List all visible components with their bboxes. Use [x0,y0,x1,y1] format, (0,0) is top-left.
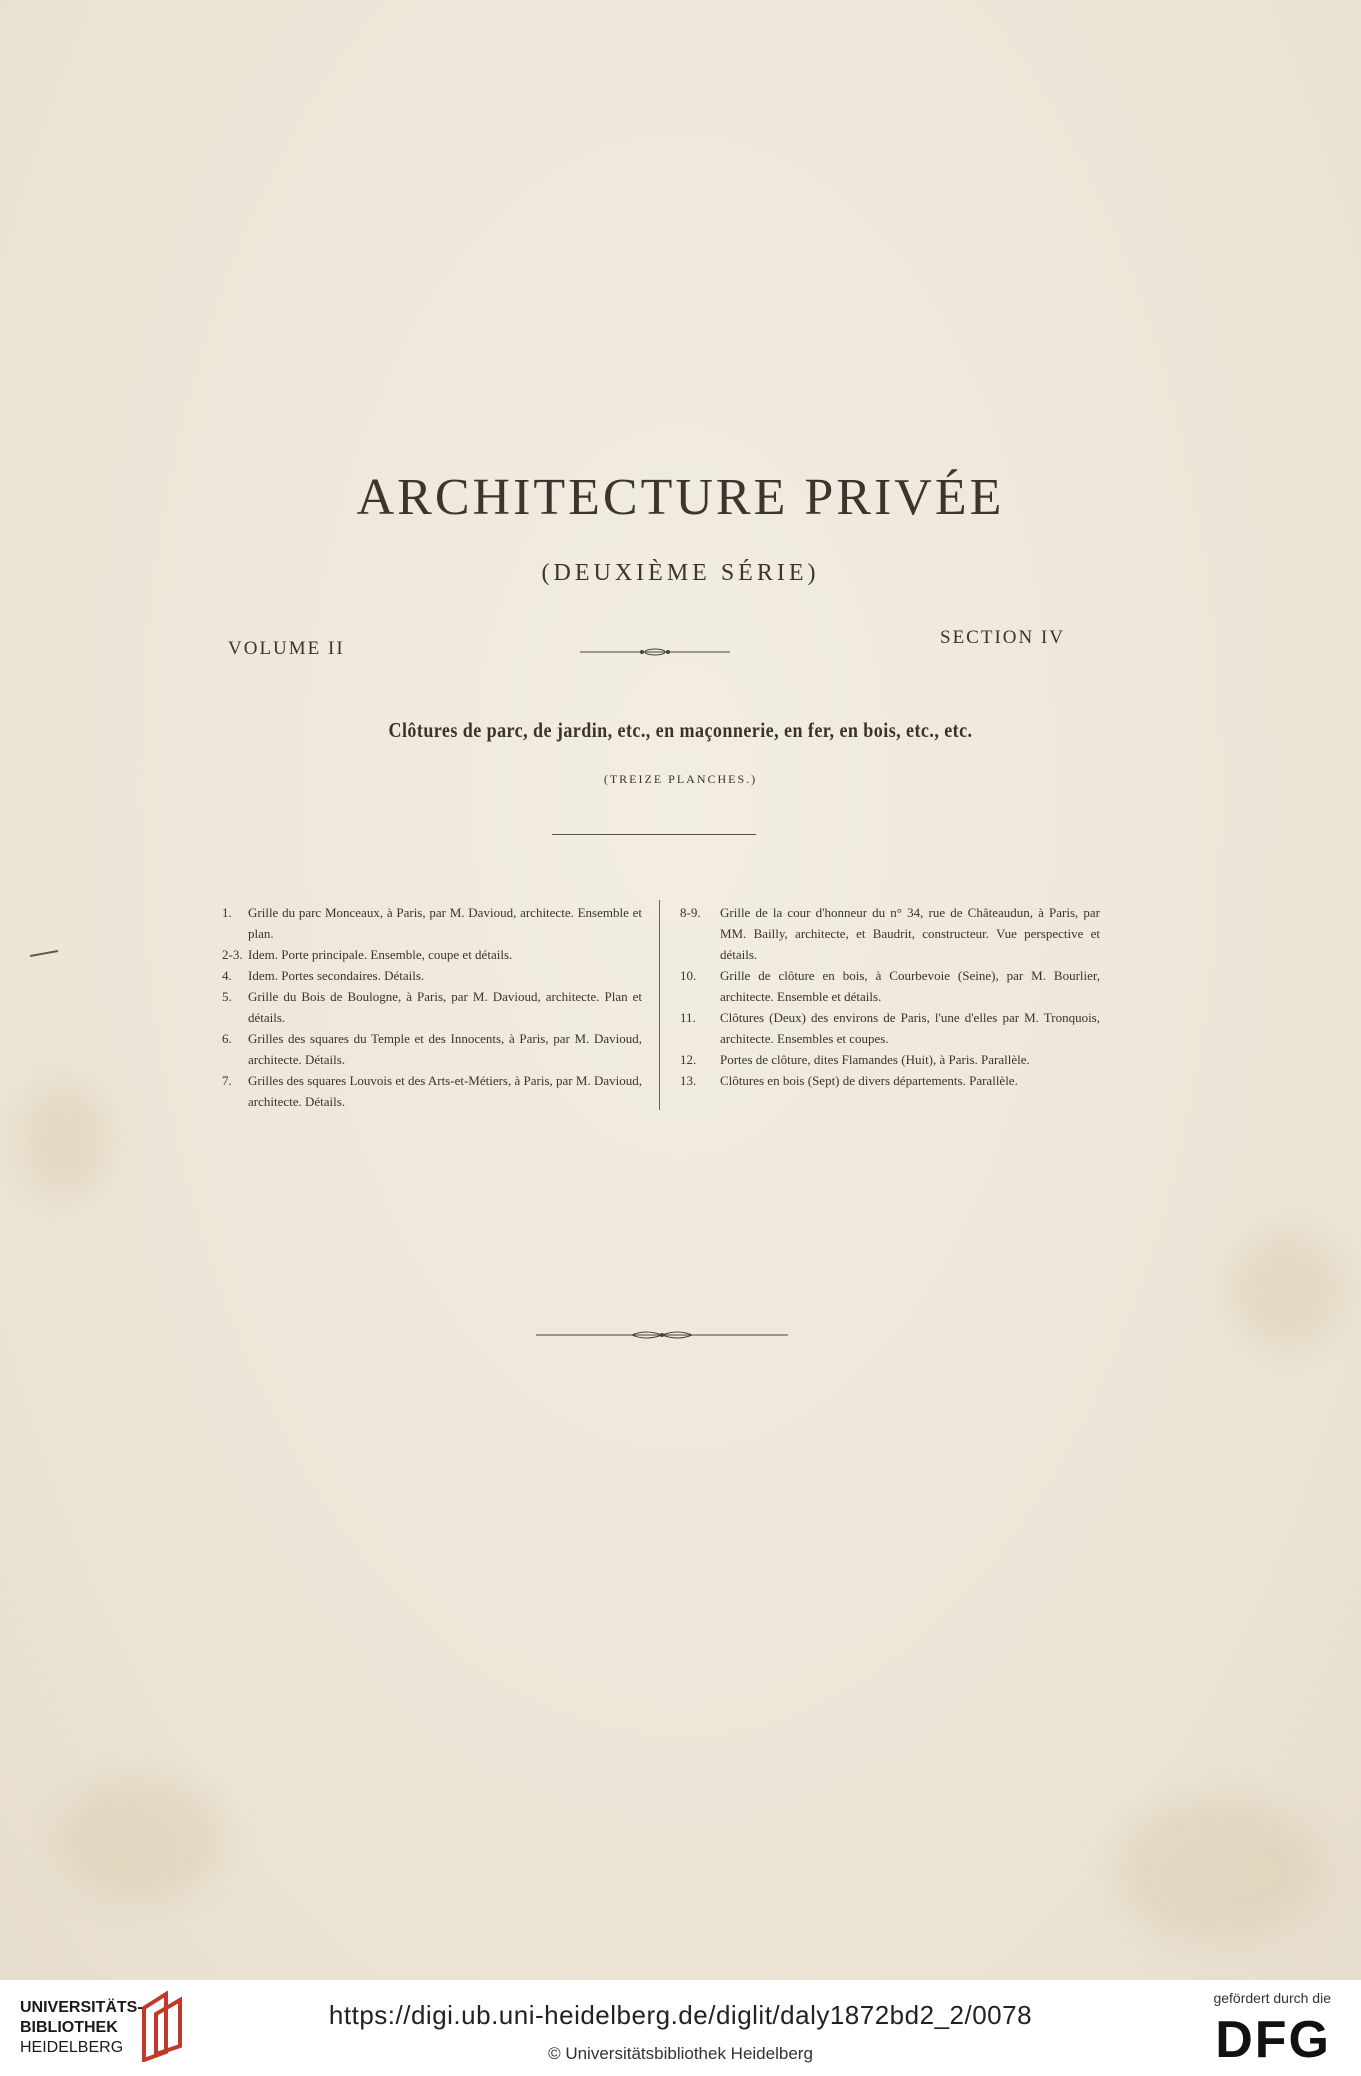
entry-number: 5. [222,989,232,1004]
contents-right-column [680,902,1100,1091]
entry-number: 13. [680,1073,697,1088]
contents-entry [222,1028,642,1070]
entry-text: Grilles des squares Louvois et des Arts-et-Métiers, à Paris, par M. Davioud, architecte. Détails. [248,1073,642,1109]
contents-entry [222,965,642,986]
entry-number: 11. [680,1010,696,1025]
plates-count: (TREIZE PLANCHES.) [603,772,758,786]
contents-entry [680,1070,1100,1091]
ornament-divider [580,645,730,659]
funding-label: gefördert durch die [1213,1990,1331,2006]
paper-stain [20,1080,110,1200]
page-subtitle: (DEUXIÈME SÉRIE) [541,560,820,586]
section-heading: Clôtures de parc, de jardin, etc., en maçonnerie, en fer, en bois, etc., etc. [388,718,973,742]
entry-text: Clôtures (Deux) des environs de Paris, l'une d'elles par M. Tronquois, architecte. Ensembles et coupes. [720,1010,1100,1046]
entry-text: Clôtures en bois (Sept) de divers départements. Parallèle. [720,1073,1018,1088]
paper-stain [60,1780,220,1900]
entry-number: 10. [680,968,697,983]
entry-text: Grille de clôture en bois, à Courbevoie (Seine), par M. Bourlier, architecte. Ensemble et détails. [720,968,1100,1004]
viewer-footer [0,1980,1361,2076]
copyright-notice: © Universitätsbibliothek Heidelberg [548,2044,813,2063]
entry-text: Idem. Porte principale. Ensemble, coupe et détails. [248,947,513,962]
entry-number: 1. [222,905,232,920]
entry-number: 8-9. [680,905,701,920]
contents-entry [222,944,642,965]
volume-label: VOLUME II [228,638,345,659]
contents-entry [680,965,1100,1007]
library-name-line2: BIBLIOTHEK [20,2019,118,2036]
contents-entry [680,1007,1100,1049]
entry-text: Grille du parc Monceaux, à Paris, par M. Davioud, architecte. Ensemble et plan. [248,905,642,941]
contents-entry [222,986,642,1028]
paper-stain [1120,1800,1320,1940]
contents-entry [680,902,1100,965]
margin-mark [30,950,60,958]
entry-number: 12. [680,1052,697,1067]
document-url[interactable]: https://digi.ub.uni-heidelberg.de/diglit/daly1872bd2_2/0078 [328,2000,1033,2030]
contents-entry [222,902,642,944]
contents-entry [680,1049,1100,1070]
entry-number: 7. [222,1073,232,1088]
entry-text: Idem. Portes secondaires. Détails. [248,968,425,983]
entry-text: Grilles des squares du Temple et des Innocents, à Paris, par M. Davioud, architecte. Détails. [248,1031,642,1067]
contents-left-column [222,902,642,1112]
section-label: SECTION IV [940,627,1066,648]
paper-stain [1230,1230,1340,1350]
entry-number: 2-3. [222,947,243,962]
entry-text: Grille du Bois de Boulogne, à Paris, par M. Davioud, architecte. Plan et détails. [248,989,642,1025]
entry-text: Portes de clôture, dites Flamandes (Huit), à Paris. Parallèle. [720,1052,1030,1067]
column-divider [659,900,660,1110]
ornament-tailpiece [536,1328,788,1342]
contents-entry [222,1070,642,1112]
entry-number: 6. [222,1031,232,1046]
entry-text: Grille de la cour d'honneur du n° 34, rue de Châteaudun, à Paris, par MM. Bailly, architecte, et Baudrit, constructeur. Vue perspective et détails. [720,905,1100,962]
page-title: ARCHITECTURE PRIVÉE [356,469,1005,526]
library-name-line1: UNIVERSITÄTS- [20,1999,143,2016]
library-name-line3: HEIDELBERG [20,2039,124,2056]
horizontal-rule [552,834,756,835]
dfg-logo: DFG [1215,2011,1331,2069]
entry-number: 4. [222,968,232,983]
